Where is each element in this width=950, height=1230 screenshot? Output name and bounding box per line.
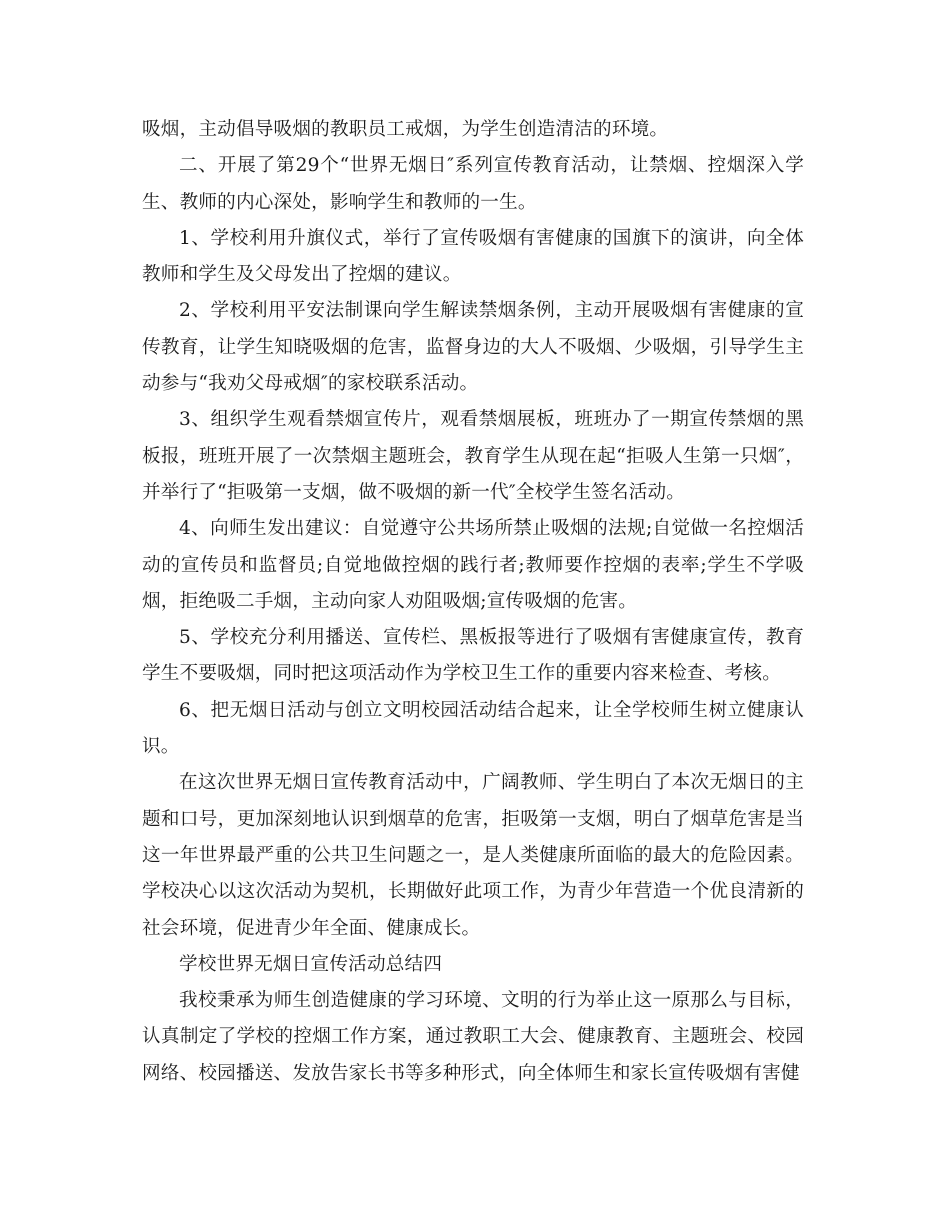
paragraph: 6、把无烟日活动与创立文明校园活动结合起来，让全学校师生树立健康认识。	[142, 699, 804, 758]
paragraph: 二、开展了第29个“世界无烟日″系列宣传教育活动，让禁烟、控烟深入学生、教师的内心深处，影响学生和教师的一生。	[142, 155, 804, 213]
paragraph: 2、学校利用平安法制课向学生解读禁烟条例，主动开展吸烟有害健康的宣传教育，让学生知晓吸烟的危害，监督身边的大人不吸烟、少吸烟，引导学生主动参与“我劝父母戒烟″的家校联系活动。	[142, 300, 804, 395]
paragraph: 1、学校利用升旗仪式，举行了宣传吸烟有害健康的国旗下的演讲，向全体教师和学生及父母发出了控烟的建议。	[142, 227, 804, 286]
paragraph: 在这次世界无烟日宣传教育活动中，广阔教师、学生明白了本次无烟日的主题和口号，更加深刻地认识到烟草的危害，拒吸第一支烟，明白了烟草危害是当这一年世界最严重的公共卫生问题之一，是人类健康所面临的最大的危险因素。学校决心以这次活动为契机，长期做好此项工作，为青少年营造一个优良清新的社会环境，促进青少年全面、健康成长。	[142, 772, 804, 939]
paragraph: 吸烟，主动倡导吸烟的教职员工戒烟，为学生创造清洁的环境。	[142, 119, 669, 140]
document-body	[142, 112, 804, 1092]
section-heading: 学校世界无烟日宣传活动总结四	[179, 953, 443, 975]
paragraph: 我校秉承为师生创造健康的学习环境、文明的行为举止这一原那么与目标，认真制定了学校的控烟工作方案，通过教职工大会、健康教育、主题班会、校园网络、校园播送、发放告家长书等多种形式，向全体师生和家长宣传吸烟有害健	[142, 990, 804, 1084]
paragraph: 5、学校充分利用播送、宣传栏、黑板报等进行了吸烟有害健康宣传，教育学生不要吸烟，同时把这项活动作为学校卫生工作的重要内容来检查、考核。	[142, 627, 804, 685]
paragraph: 4、向师生发出建议：自觉遵守公共场所禁止吸烟的法规;自觉做一名控烟活动的宣传员和监督员;自觉地做控烟的践行者;教师要作控烟的表率;学生不学吸烟，拒绝吸二手烟，主动向家人劝阻吸烟;宣传吸烟的危害。	[142, 518, 804, 612]
paragraph: 3、组织学生观看禁烟宣传片，观看禁烟展板，班班办了一期宣传禁烟的黑板报，班班开展了一次禁烟主题班会，教育学生从现在起“拒吸人生第一只烟″，并举行了“拒吸第一支烟，做不吸烟的新一代″全校学生签名活动。	[142, 409, 804, 503]
